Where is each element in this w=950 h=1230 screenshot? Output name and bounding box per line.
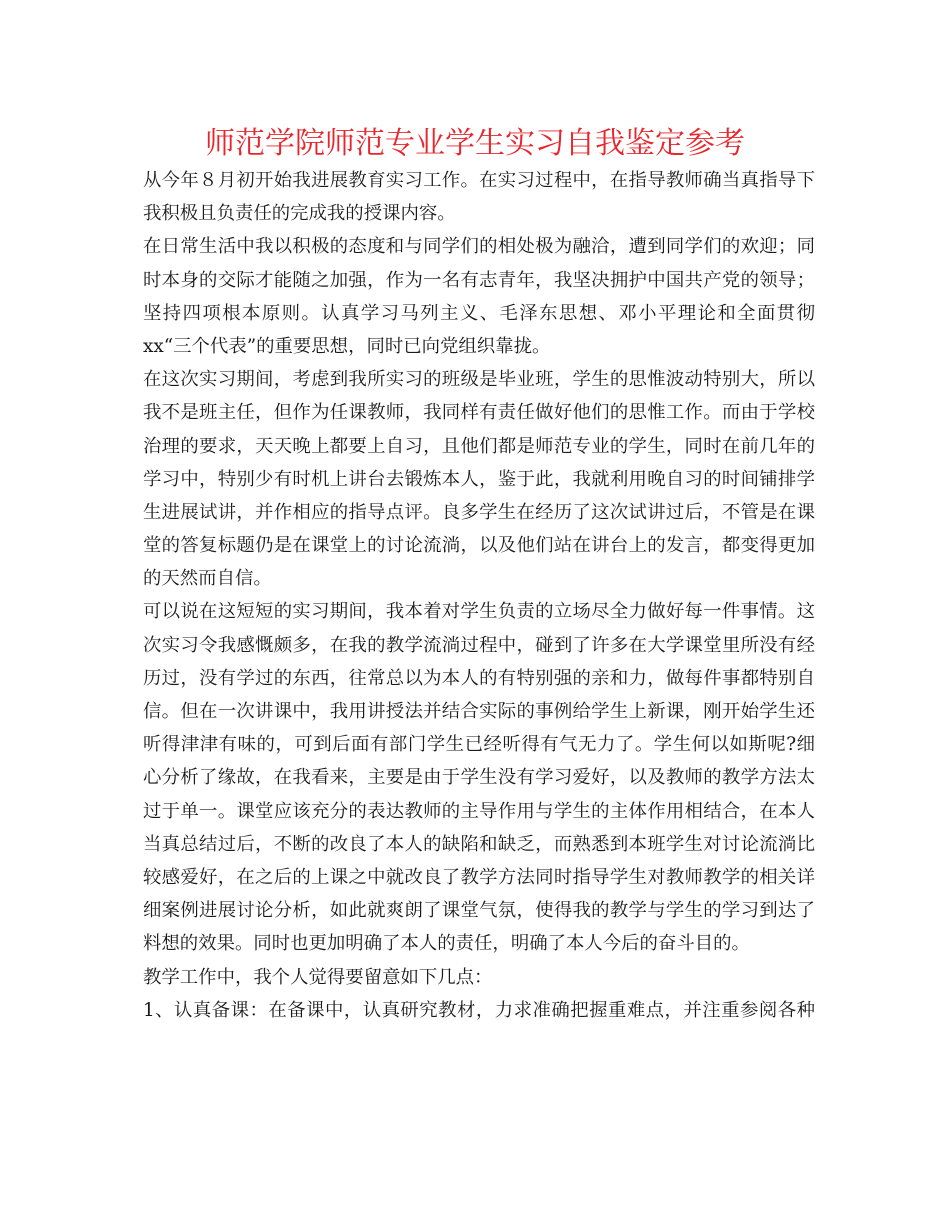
body-line: 的天然而自信。 [143,568,272,590]
body-line: 治理的要求，天天晚上都要上自习，且他们都是师范专业的学生，同时在前几年的 [143,435,815,457]
body-line: 过于单一。课堂应该充分的表达教师的主导作用与学生的主体作用相结合，在本人 [143,800,815,822]
body-line: 我积极且负责任的完成我的授课内容。 [143,203,456,225]
body-line: 听得津津有味的，可到后面有部门学生已经听得有气无力了。学生何以如斯呢?细 [143,734,815,756]
body-line: 我不是班主任，但作为任课教师，我同样有责任做好他们的思惟工作。而由于学校 [143,402,815,424]
body-line: 料想的效果。同时也更加明确了本人的责任，明确了本人今后的奋斗目的。 [143,933,750,955]
body-line: 从今年８月初开始我进展教育实习工作。在实习过程中，在指导教师确当真指导下 [143,170,815,191]
body-line: xx“三个代表”的重要思想，同时已向党组织靠拢。 [143,335,551,357]
body-line: 当真总结过后，不断的改良了本人的缺陷和缺乏，而熟悉到本班学生对讨论流淌比 [143,833,815,855]
body-line: 堂的答复标题仍是在课堂上的讨论流淌，以及他们站在讲台上的发言，都变得更加 [143,535,815,557]
body-line: 信。但在一次讲课中，我用讲授法并结合实际的事例给学生上新课，刚开始学生还 [143,701,815,722]
body-line: 学习中，特别少有时机上讲台去锻炼本人，鉴于此，我就利用晚自习的时间铺排学 [143,468,815,490]
body-line: 心分析了缘故，在我看来，主要是由于学生没有学习爱好，以及教师的教学方法太 [143,767,815,789]
body-line: 坚持四项根本原则。认真学习马列主义、毛泽东思想、邓小平理论和全面贯彻 [143,302,815,324]
body-line: 次实习令我感慨颇多，在我的教学流淌过程中，碰到了许多在大学课堂里所没有经 [143,634,815,656]
body-line: 历过，没有学过的东西，往常总以为本人的有特别强的亲和力，做每件事都特别自 [143,667,815,689]
body-line: 在这次实习期间，考虑到我所实习的班级是毕业班，学生的思惟波动特别大，所以 [143,369,815,391]
body-line: 在日常生活中我以积极的态度和与同学们的相处极为融洽，遭到同学们的欢迎；同 [143,236,815,258]
body-line: 教学工作中，我个人觉得要留意如下几点： [143,966,493,988]
body-line: 时本身的交际才能随之加强，作为一名有志青年，我坚决拥护中国共产党的领导； [143,269,815,291]
body-line: 可以说在这短短的实习期间，我本着对学生负责的立场尽全力做好每一件事情。这 [143,601,815,623]
body-line: 细案例进展讨论分析，如此就爽朗了课堂气氛，使得我的教学与学生的学习到达了 [143,900,815,922]
document-body [143,164,815,1027]
body-line: 生进展试讲，并作相应的指导点评。良多学生在经历了这次试讲过后，不管是在课 [143,501,815,523]
body-line: 1、认真备课：在备课中，认真研究教材，力求准确把握重难点，并注重参阅各种 [143,999,815,1021]
body-line: 较感爱好，在之后的上课之中就改良了教学方法同时指导学生对教师教学的相关详 [143,866,815,888]
document-title: 师范学院师范专业学生实习自我鉴定参考 [205,126,745,161]
